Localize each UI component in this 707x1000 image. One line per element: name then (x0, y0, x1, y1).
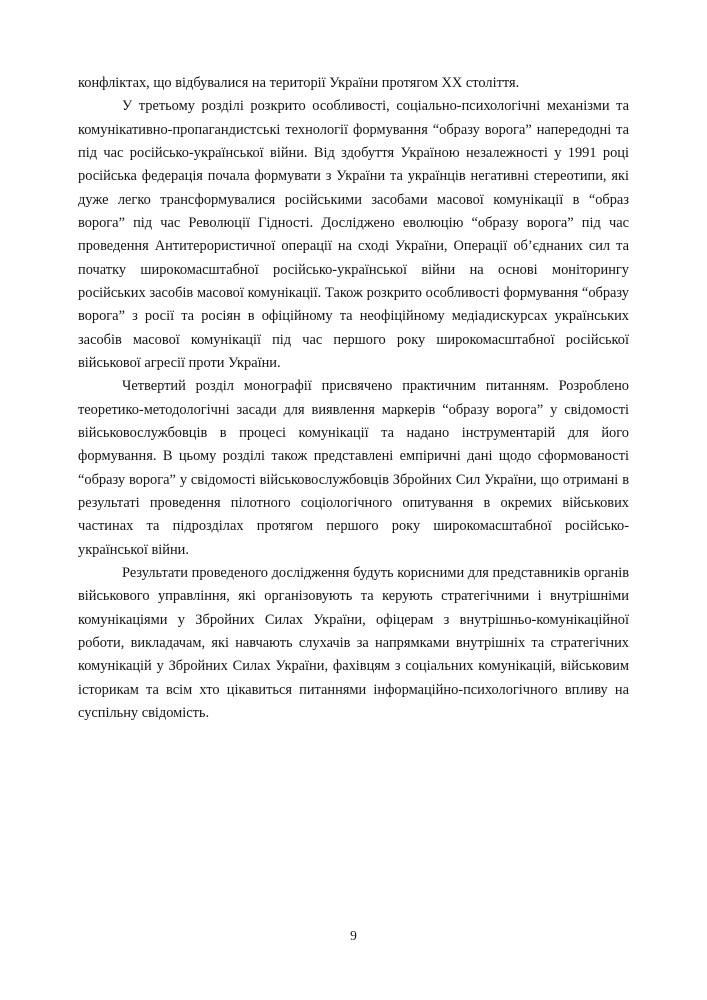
page-number: 9 (350, 928, 357, 943)
paragraph-results: Результати проведеного дослідження будуть корисними для представників органів військового управління, які організовують та керують стратегічними і внутрішніми комунікаціями у Збройних Силах України, офіцерам з внутрішньо-комунікаційної роботи, викладачам, які навчають слухачів за напрямками внутрішніх та стратегічних комунікацій у Збройних Силах України, фахівцям з соціальних комунікацій, військовим історикам та всім хто цікавиться питаннями інформаційно-психологічного впливу на суспільну свідомість. (78, 564, 629, 721)
paragraph-section-three: У третьому розділі розкрито особливості, соціально-психологічні механізми та комунікативно-пропагандистські технології формування “образу ворога” напередодні та під час російсько-української війни. Від здобуття Україною незалежності у 1991 році російська федерація почала формувати з України та українців негативні стереотипи, які дуже легко трансформувалися російськими засобами масової комунікації в “образ ворога” під час Революції Гідності. Досліджено еволюцію “образу ворога” під час проведення Антитерористичної операції на сході України, Операції об’єднаних сил та початку широкомасштабної російсько-української війни на основі моніторингу російських засобів масової комунікації. Також розкрито особливості формування “образу ворога” з росії та росіян в офіційному та неофіційному медіадискурсах українських засобів масової комунікації під час першого року широкомасштабної російської військової агресії проти України. (78, 98, 629, 371)
paragraph-continuation: конфліктах, що відбувалися на території України протягом ХХ століття. (78, 75, 520, 91)
page-body (78, 72, 629, 725)
paragraph-section-four: Четвертий розділ монографії присвячено практичним питанням. Розроблено теоретико-методологічні засади для виявлення маркерів “образу ворога” у свідомості військовослужбовців в процесі комунікації та надано інструментарій для його формування. В цьому розділі також представлені емпіричні дані щодо сформованості “образу ворога” у свідомості військовослужбовців Збройних Сил України, що отримані в результаті проведення пілотного соціологічного опитування в окремих військових частинах та підрозділах протягом першого року широкомасштабної російсько-української війни. (78, 378, 629, 558)
